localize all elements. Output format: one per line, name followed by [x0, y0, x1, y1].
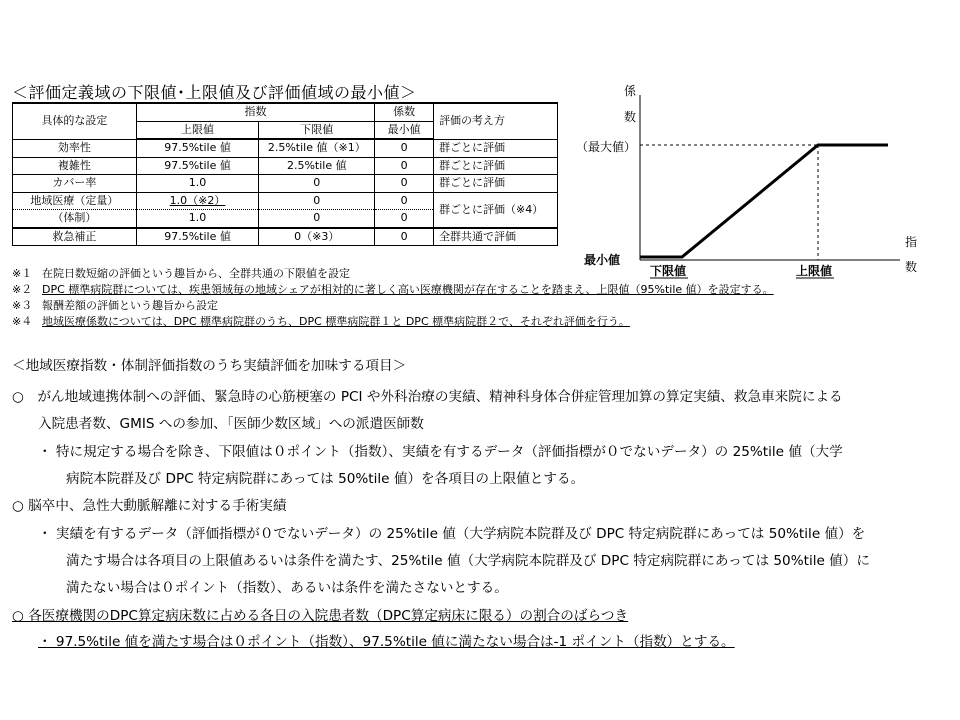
header-setting: 具体的な設定 [13, 103, 137, 139]
item3-sub-line1: ・ 97.5%tile 値を満たす場合は０ポイント（指数）、97.5%tile 値に満たない場合は-1 ポイント（指数）とする。 [38, 634, 735, 650]
table-row [13, 175, 558, 193]
note-2: ※２ DPC 標準病院群については、疾患領域毎の地域シェアが相対的に著しく高い医療機関が存在することを踏まえ、上限値（95%tile 値）を設定する。 [12, 283, 774, 296]
table-row [13, 139, 558, 157]
row-approach: 群ごとに評価 [434, 139, 558, 157]
header-lower: 下限値 [259, 121, 375, 139]
row-upper: 97.5%tile 値 [136, 139, 259, 157]
row-name: 複雑性 [13, 157, 137, 175]
row-lower: 2.5%tile 値（※1） [259, 139, 375, 157]
table-title: ＜評価定義域の下限値･上限値及び評価値域の最小値＞ [12, 83, 417, 102]
item1-head-line1: ○ がん地域連携体制への評価、緊急時の心筋梗塞の PCI や外科治療の実績、精神科身体合併症管理加算の算定実績、救急車来院による [12, 389, 843, 405]
row-approach: 群ごとに評価 [434, 175, 558, 193]
item1-sub-line1: ・ 特に規定する場合を除き、下限値は０ポイント（指数）、実績を有するデータ（評価指標が０でないデータ）の 25%tile 値（大学 [38, 444, 843, 460]
row-name: （体制） [13, 210, 137, 228]
table-row [13, 192, 558, 210]
row-name: 地域医療（定量） [13, 192, 137, 210]
row-lower: 0 [259, 192, 375, 210]
row-name: カバー率 [13, 175, 137, 193]
row-lower: 0（※3） [259, 228, 375, 246]
y-label-1: 係 [624, 84, 637, 98]
x-label-1: 指 [905, 235, 918, 249]
row-upper: 1.0（※2） [136, 192, 259, 210]
row-approach: 群ごとに評価 [434, 157, 558, 175]
item1-sub-line2: 病院本院群及び DPC 特定病院群にあっては 50%tile 値）を各項目の上限値とする。 [66, 471, 585, 487]
x-label-2: 数 [905, 260, 918, 274]
row-min: 0 [375, 228, 434, 246]
row-lower: 2.5%tile 値 [259, 157, 375, 175]
min-label: 最小値 [584, 253, 621, 267]
row-min: 0 [375, 192, 434, 210]
row-upper: 97.5%tile 値 [136, 228, 259, 246]
item2-sub-line3: 満たない場合は０ポイント（指数）、あるいは条件を満たさないとする。 [66, 580, 508, 596]
row-name: 救急補正 [13, 228, 137, 246]
evaluation-graph [570, 75, 950, 285]
evaluation-curve [640, 145, 888, 257]
evaluation-table [12, 102, 558, 246]
item1-head-line2: 入院患者数、GMIS への参加、「医師少数区域」への派遣医師数 [38, 416, 424, 432]
row-min: 0 [375, 175, 434, 193]
row-upper: 97.5%tile 値 [136, 157, 259, 175]
max-label: （最大値） [576, 140, 637, 154]
row-min: 0 [375, 139, 434, 157]
header-min: 最小値 [375, 121, 434, 139]
header-index: 指数 [136, 103, 374, 121]
row-upper: 1.0 [136, 175, 259, 193]
item2-head-line1: ○ 脳卒中、急性大動脈解離に対する手術実績 [12, 498, 287, 514]
row-lower: 0 [259, 210, 375, 228]
item2-sub-line2: 満たす場合は各項目の上限値あるいは条件を満たす、25%tile 値（大学病院本院群及び DPC 特定病院群にあっては 50%tile 値）に [66, 553, 870, 569]
note-4: ※４ 地域医療係数については、DPC 標準病院群のうち、DPC 標準病院群１と DPC 標準病院群２で、それぞれ評価を行う。 [12, 315, 630, 328]
row-lower: 0 [259, 175, 375, 193]
table-row [13, 157, 558, 175]
row-name: 効率性 [13, 139, 137, 157]
header-approach: 評価の考え方 [434, 103, 558, 139]
item3-head-line1: ○ 各医療機関のDPC算定病床数に占める各日の入院患者数（DPC算定病床に限る）の割合のばらつき [12, 608, 629, 624]
item2-sub-line1: ・ 実績を有するデータ（評価指標が０でないデータ）の 25%tile 値（大学病院本院群及び DPC 特定病院群にあっては 50%tile 値）を [38, 526, 866, 542]
y-label-2: 数 [624, 110, 637, 124]
header-upper: 上限値 [136, 121, 259, 139]
lower-label: 下限値 [650, 264, 687, 278]
table-row [13, 228, 558, 246]
row-approach: 全群共通で評価 [434, 228, 558, 246]
section2-title: ＜地域医療指数・体制評価指数のうち実績評価を加味する項目＞ [12, 358, 407, 374]
note-1: ※１ 在院日数短縮の評価という趣旨から、全群共通の下限値を設定 [12, 267, 350, 280]
note-3: ※３ 報酬差額の評価という趣旨から設定 [12, 299, 218, 312]
row-approach: 群ごとに評価（※4） [434, 192, 558, 228]
row-min: 0 [375, 157, 434, 175]
header-coef: 係数 [375, 103, 434, 121]
row-upper: 1.0 [136, 210, 259, 228]
row-min: 0 [375, 210, 434, 228]
upper-label: 上限値 [796, 264, 833, 278]
